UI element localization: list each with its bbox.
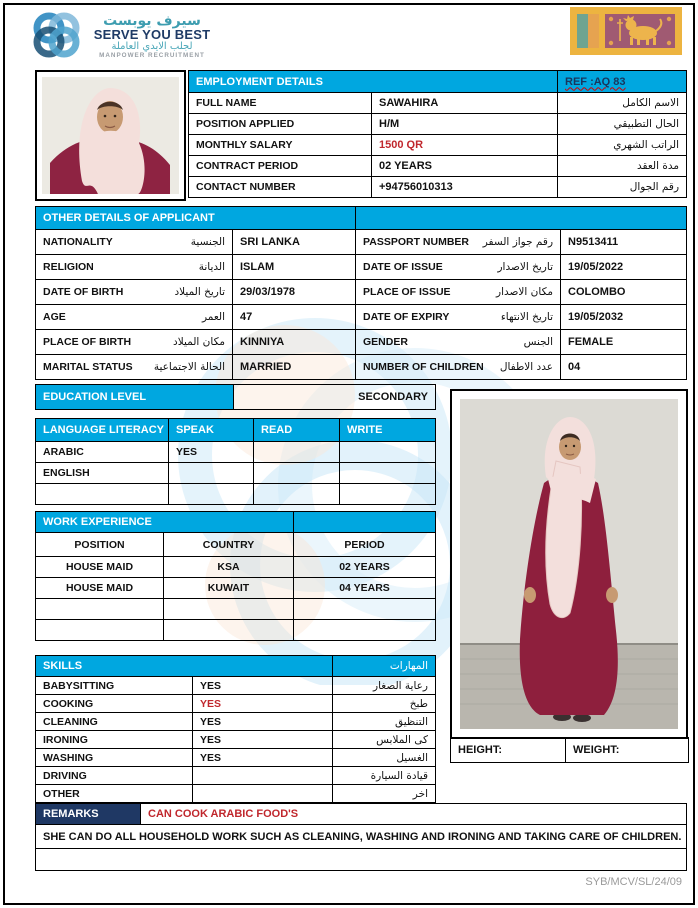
table-header-row <box>36 419 436 442</box>
column-header: COUNTRY <box>164 533 294 557</box>
column-header: READ <box>254 419 340 442</box>
other-details-table <box>35 206 687 380</box>
field-label-arabic: رقم الجوال <box>558 177 687 198</box>
logo-subtitle: MANPOWER RECRUITMENT <box>99 51 205 59</box>
field-label: MONTHLY SALARY <box>189 135 372 156</box>
field-label-arabic: تاريخ الميلاد <box>174 286 225 298</box>
table-row <box>36 385 436 410</box>
remarks-empty-row <box>36 849 687 871</box>
table-row <box>36 255 687 280</box>
field-value: YES <box>169 442 254 463</box>
ref-number: REF :AQ 83 <box>558 71 687 93</box>
table-row <box>189 114 687 135</box>
field-value: KUWAIT <box>164 578 294 599</box>
field-label-arabic: الحالة الاجتماعية <box>153 361 225 373</box>
field-value: YES <box>193 713 333 731</box>
table-row <box>36 557 436 578</box>
field-value <box>169 484 254 505</box>
field-value: SECONDARY <box>234 385 436 410</box>
field-label-arabic: العمر <box>201 311 225 323</box>
table-row <box>36 330 687 355</box>
table-row <box>36 731 436 749</box>
field-value: 29/03/1978 <box>233 280 356 305</box>
logo-arabic-subtitle: لجلب الايدي العاملة <box>111 41 193 53</box>
field-value: 02 YEARS <box>372 156 558 177</box>
field-label: NATIONALITY <box>43 236 113 248</box>
field-value <box>36 620 164 641</box>
field-value: MARRIED <box>233 355 356 380</box>
table-header-row <box>36 533 436 557</box>
field-label-arabic: رعاية الصغار <box>333 677 436 695</box>
table-row <box>36 695 436 713</box>
field-value: 02 YEARS <box>294 557 436 578</box>
field-value: COLOMBO <box>561 280 687 305</box>
language-name <box>36 484 169 505</box>
height-weight-table <box>450 737 689 763</box>
field-value <box>193 785 333 803</box>
table-row <box>36 599 436 620</box>
agency-logo <box>28 6 216 67</box>
field-label: COOKING <box>36 695 193 713</box>
height-label: HEIGHT: <box>451 738 566 763</box>
work-experience-table <box>35 511 436 641</box>
table-row <box>36 713 436 731</box>
field-value: HOUSE MAID <box>36 557 164 578</box>
sri-lanka-flag-icon <box>570 7 682 60</box>
field-label-arabic: تاريخ الاصدار <box>497 261 554 273</box>
table-row <box>189 156 687 177</box>
field-value: HOUSE MAID <box>36 578 164 599</box>
field-value: YES <box>193 695 333 713</box>
field-value: SRI LANKA <box>233 230 356 255</box>
field-label-arabic: اخر <box>333 785 436 803</box>
weight-label: WEIGHT: <box>566 738 689 763</box>
field-value <box>294 599 436 620</box>
table-row <box>36 785 436 803</box>
applicant-fullbody-photo-panel <box>450 389 688 763</box>
field-label-arabic: مكان الاصدار <box>496 286 554 298</box>
field-label-arabic: الجنسية <box>190 236 225 248</box>
field-label: DATE OF BIRTH <box>43 286 124 298</box>
section-title-spacer <box>356 207 687 230</box>
language-name: ARABIC <box>36 442 169 463</box>
field-label: BABYSITTING <box>36 677 193 695</box>
field-label: FULL NAME <box>189 93 372 114</box>
remarks-table <box>35 803 687 871</box>
section-title-arabic: المهارات <box>333 656 436 677</box>
section-title: REMARKS <box>36 804 141 825</box>
field-label: PASSPORT NUMBER <box>363 236 469 248</box>
field-label: POSITION APPLIED <box>189 114 372 135</box>
field-value: KSA <box>164 557 294 578</box>
table-row <box>36 305 687 330</box>
field-value: 04 YEARS <box>294 578 436 599</box>
field-value: KINNIYA <box>233 330 356 355</box>
field-label-arabic: كى الملابس <box>333 731 436 749</box>
field-label: PLACE OF BIRTH <box>43 336 132 348</box>
field-value: 19/05/2022 <box>561 255 687 280</box>
field-value: ISLAM <box>233 255 356 280</box>
field-value <box>169 463 254 484</box>
field-label: MARITAL STATUS <box>43 361 133 373</box>
table-row <box>36 825 687 849</box>
field-label: IRONING <box>36 731 193 749</box>
table-row <box>36 749 436 767</box>
section-title: EMPLOYMENT DETAILS <box>189 71 558 93</box>
language-name: ENGLISH <box>36 463 169 484</box>
field-label-arabic: مكان الميلاد <box>173 336 225 348</box>
field-label: DRIVING <box>36 767 193 785</box>
field-label: AGE <box>43 311 66 323</box>
field-value: FEMALE <box>561 330 687 355</box>
employment-details-table <box>188 70 687 198</box>
field-label-arabic: تاريخ الانتهاء <box>500 311 554 323</box>
column-header: PERIOD <box>294 533 436 557</box>
field-value: 47 <box>233 305 356 330</box>
document-code: SYB/MCV/SL/24/09 <box>585 876 682 888</box>
section-title-spacer <box>294 512 436 533</box>
field-label: CLEANING <box>36 713 193 731</box>
field-label: DATE OF EXPIRY <box>363 311 450 323</box>
field-label: PLACE OF ISSUE <box>363 286 451 298</box>
table-row <box>36 280 687 305</box>
field-value <box>340 484 436 505</box>
field-value <box>164 620 294 641</box>
field-value: YES <box>193 677 333 695</box>
table-row <box>36 578 436 599</box>
applicant-portrait-photo <box>35 70 186 201</box>
column-header: WRITE <box>340 419 436 442</box>
field-label-arabic: الاسم الكامل <box>558 93 687 114</box>
column-header: LANGUAGE LITERACY <box>36 419 169 442</box>
field-label: OTHER <box>36 785 193 803</box>
field-value <box>340 463 436 484</box>
field-label: DATE OF ISSUE <box>363 261 443 273</box>
logo-title: SERVE YOU BEST <box>93 27 211 43</box>
table-row <box>36 767 436 785</box>
field-label: CONTACT NUMBER <box>189 177 372 198</box>
language-literacy-table <box>35 418 436 505</box>
field-value <box>164 599 294 620</box>
table-row <box>36 442 436 463</box>
field-label-arabic: قيادة السيارة <box>333 767 436 785</box>
table-row <box>189 93 687 114</box>
field-value: 1500 QR <box>372 135 558 156</box>
table-row <box>189 177 687 198</box>
logo-arabic-title: سيرف يوبست <box>103 12 201 29</box>
field-value: YES <box>193 731 333 749</box>
skills-table <box>35 655 436 803</box>
field-label: NUMBER OF CHILDREN <box>363 361 484 373</box>
knot-rings-icon <box>28 6 84 67</box>
field-label-arabic: عدد الاطفال <box>499 361 554 373</box>
table-header-row <box>36 207 687 230</box>
field-value <box>294 620 436 641</box>
field-label: WASHING <box>36 749 193 767</box>
field-value <box>193 767 333 785</box>
table-row <box>36 230 687 255</box>
section-title: EDUCATION LEVEL <box>36 385 234 410</box>
field-value: 04 <box>561 355 687 380</box>
field-value: SAWAHIRA <box>372 93 558 114</box>
field-value <box>254 463 340 484</box>
remarks-value: CAN COOK ARABIC FOOD'S <box>141 804 687 825</box>
table-row <box>36 677 436 695</box>
field-label-arabic: طبخ <box>333 695 436 713</box>
field-label: GENDER <box>363 336 408 348</box>
field-label-arabic: مدة العقد <box>558 156 687 177</box>
field-label: RELIGION <box>43 261 94 273</box>
table-row <box>451 738 689 763</box>
table-row <box>36 849 687 871</box>
field-label-arabic: الجنس <box>523 336 554 348</box>
table-row <box>36 620 436 641</box>
field-value <box>36 599 164 620</box>
field-value: YES <box>193 749 333 767</box>
field-value: N9513411 <box>561 230 687 255</box>
field-label-arabic: رقم جواز السفر <box>482 236 554 248</box>
section-title: OTHER DETAILS OF APPLICANT <box>36 207 356 230</box>
column-header: POSITION <box>36 533 164 557</box>
section-title: WORK EXPERIENCE <box>36 512 294 533</box>
field-value: H/M <box>372 114 558 135</box>
field-value <box>254 442 340 463</box>
field-value <box>254 484 340 505</box>
table-header-row <box>189 71 687 93</box>
table-row <box>189 135 687 156</box>
table-row <box>36 463 436 484</box>
field-value <box>340 442 436 463</box>
column-header: SPEAK <box>169 419 254 442</box>
table-header-row <box>36 656 436 677</box>
table-header-row <box>36 512 436 533</box>
table-row <box>36 355 687 380</box>
field-value: +94756010313 <box>372 177 558 198</box>
table-header-row <box>36 804 687 825</box>
table-row <box>36 484 436 505</box>
field-label-arabic: الغسيل <box>333 749 436 767</box>
section-title: SKILLS <box>36 656 333 677</box>
field-value: 19/05/2032 <box>561 305 687 330</box>
field-label-arabic: الديانة <box>198 261 225 273</box>
education-level-table <box>35 384 436 410</box>
field-label-arabic: التنظيق <box>333 713 436 731</box>
applicant-fullbody-photo <box>450 389 688 739</box>
field-label-arabic: الراتب الشهري <box>558 135 687 156</box>
remarks-note: SHE CAN DO ALL HOUSEHOLD WORK SUCH AS CLEANING, WASHING AND IRONING AND TAKING CARE OF CHILDREN. <box>36 825 687 849</box>
field-label: CONTRACT PERIOD <box>189 156 372 177</box>
field-label-arabic: الحال التطبيقي <box>558 114 687 135</box>
